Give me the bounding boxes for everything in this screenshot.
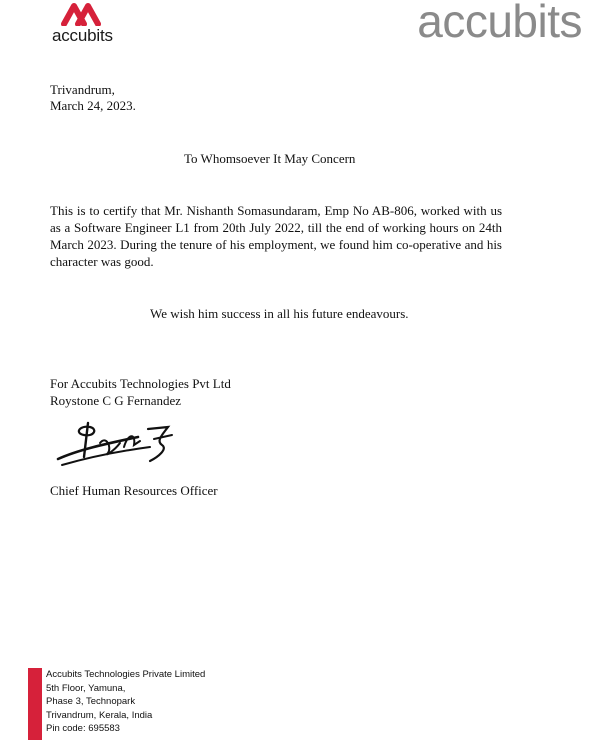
letter-body: This is to certify that Mr. Nishanth Somasundaram, Emp No AB-806, worked with us as a Software Engineer L1 from 20th July 2022, till the end of working hours on 24th March 2023. During the tenure of his employment, we found him co-operative and his character was good. [50,203,502,269]
signer-name: Roystone C G Fernandez [50,393,182,408]
letter-wish: We wish him success in all his future endeavours. [150,306,409,321]
for-company-line: For Accubits Technologies Pvt Ltd [50,376,231,391]
accubits-logo-icon [60,2,104,26]
footer-accent-bar [28,668,42,740]
letter-subject: To Whomsoever It May Concern [184,151,356,166]
address-line: 5th Floor, Yamuna, [46,682,126,694]
footer-address [46,668,205,736]
address-line: Phase 3, Technopark [46,696,136,708]
address-line: Accubits Technologies Private Limited [46,669,206,680]
signer-designation: Chief Human Resources Officer [50,483,218,498]
letter-place: Trivandrum, [50,82,115,97]
company-logo [48,2,120,46]
header-wordmark: accubits [417,0,582,47]
letter-date: March 24, 2023. [50,98,136,113]
address-line: Pin code: 695583 [46,723,120,735]
logo-wordmark: accubits [52,26,113,45]
address-line: Trivandrum, Kerala, India [46,709,153,721]
signature-image [50,413,200,469]
